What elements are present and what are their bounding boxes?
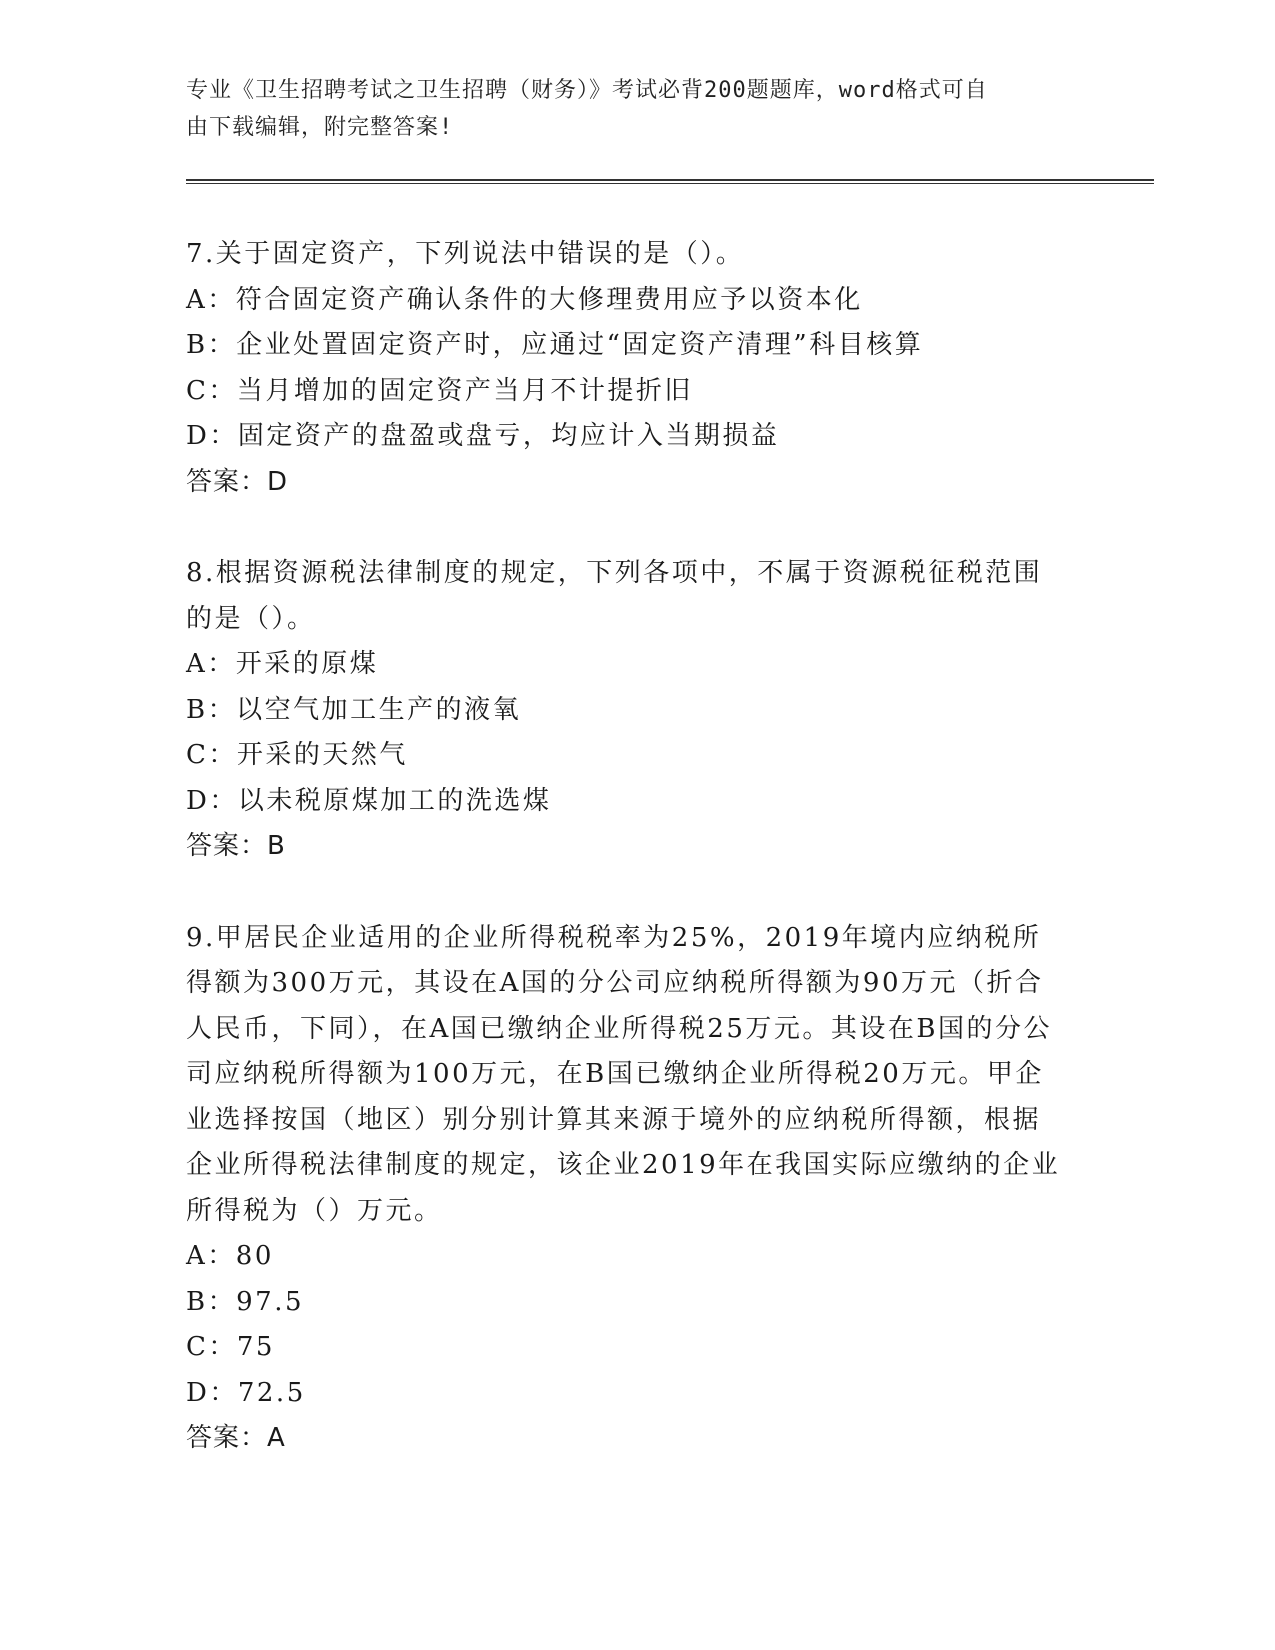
option-a: A：开采的原煤 bbox=[186, 649, 379, 679]
question-9 bbox=[186, 916, 1086, 1462]
option-d: D：固定资产的盘盈或盘亏，均应计入当期损益 bbox=[186, 421, 780, 451]
question-text: 9.甲居民企业适用的企业所得税税率为25%，2019年境内应纳税所得额为300万元，其设在A国的分公司应纳税所得额为90万元（折合人民币，下同），在A国已缴纳企业所得税25万元。其设在B国的分公司应纳税所得额为100万元，在B国已缴纳企业所得税20万元。甲企业选择按国（地区）别分别计算其来源于境外的应纳税所得额，根据企业所得税法律制度的规定，该企业2019年在我国实际应缴纳的企业所得税为（）万元。 bbox=[186, 922, 1061, 1226]
answer-line: 答案：D bbox=[186, 466, 289, 497]
option-b: B：企业处置固定资产时，应通过“固定资产清理”科目核算 bbox=[186, 330, 924, 360]
question-text: 8.根据资源税法律制度的规定，下列各项中，不属于资源税征税范围的是（）。 bbox=[186, 558, 1043, 634]
question-text: 7.关于固定资产，下列说法中错误的是（）。 bbox=[186, 239, 745, 269]
header-line-2: 由下载编辑，附完整答案! bbox=[186, 115, 454, 140]
answer-line: 答案：B bbox=[186, 831, 286, 861]
option-a: A：80 bbox=[186, 1241, 274, 1271]
option-d: D：72.5 bbox=[186, 1377, 306, 1408]
header-divider-thick bbox=[186, 179, 1154, 181]
question-list bbox=[186, 232, 1086, 1508]
document-header bbox=[186, 72, 1066, 146]
option-b: B：以空气加工生产的液氧 bbox=[186, 694, 522, 725]
option-d: D：以未税原煤加工的洗选煤 bbox=[186, 785, 552, 816]
option-b: B：97.5 bbox=[186, 1286, 304, 1317]
question-7 bbox=[186, 232, 1086, 505]
option-a: A：符合固定资产确认条件的大修理费用应予以资本化 bbox=[186, 284, 863, 315]
option-c: C：当月增加的固定资产当月不计提折旧 bbox=[186, 375, 693, 406]
question-8 bbox=[186, 551, 1086, 870]
header-divider-thin bbox=[186, 183, 1154, 184]
answer-line: 答案：A bbox=[186, 1423, 286, 1453]
option-c: C：75 bbox=[186, 1332, 275, 1362]
header-line-1: 专业《卫生招聘考试之卫生招聘（财务）》考试必背200题题库，word格式可自 bbox=[186, 78, 988, 103]
option-c: C：开采的天然气 bbox=[186, 740, 408, 770]
